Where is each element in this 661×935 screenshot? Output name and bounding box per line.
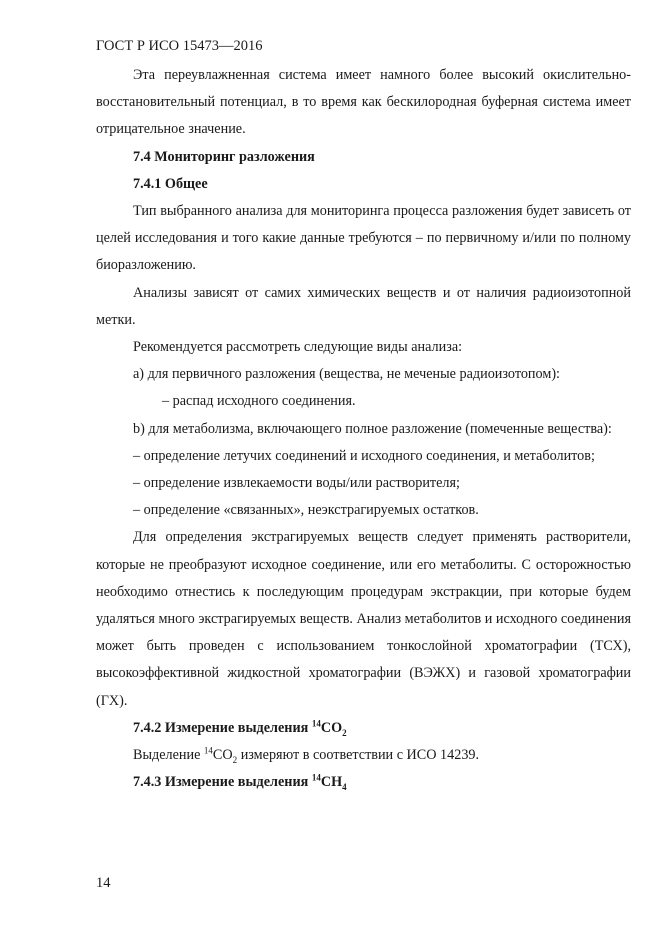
subsection-heading (96, 769, 631, 796)
paragraph: Для определения экстрагируемых веществ следует применять растворители, которые не преобразуют исходное соединение, или его метаболиты. С осторожностью необходимо отнестись к последующим процедурам экстракции, при которые будем удаляться много экстрагируемых веществ. Анализ метаболитов и исходного соединения может быть проведен с использованием тонкослойной хроматографии (ТСХ), высокоэффективной жидкостной хроматографии (ВЭЖХ) и газовой хроматографии (ГХ). (96, 529, 631, 709)
section-heading: 7.4 Мониторинг разложения (133, 148, 315, 165)
formula-subscript: 2 (342, 727, 347, 738)
document-body (96, 62, 631, 796)
list-item: – определение «связанных», неэкстрагируемых остатков. (133, 502, 479, 519)
formula-subscript: 4 (342, 782, 347, 793)
list-item: – определение извлекаемости воды/или растворителя; (133, 475, 460, 492)
paragraph: Тип выбранного анализа для мониторинга процесса разложения будет зависеть от целей исследования и того какие данные требуются – по первичному и/или по полному биоразложению. (96, 203, 631, 274)
heading-text: 7.4.3 Измерение выделения (133, 774, 312, 791)
formula-base: CO (320, 719, 343, 736)
formula-base: CO (212, 747, 233, 764)
subsection-heading: 7.4.1 Общее (133, 175, 208, 192)
heading-text: 7.4.2 Измерение выделения (133, 719, 312, 736)
isotope-superscript: 14 (311, 718, 321, 729)
formula-subscript: 2 (232, 754, 238, 765)
paragraph (96, 742, 631, 769)
formula-base: CH (320, 774, 343, 791)
list-item: b) для метаболизма, включающего полное разложение (помеченные вещества): (133, 420, 612, 437)
document-header: ГОСТ Р ИСО 15473—2016 (96, 38, 263, 54)
paragraph-text: Выделение (133, 747, 204, 764)
subsection-heading (96, 715, 631, 742)
isotope-superscript: 14 (203, 745, 213, 756)
paragraph-text: измеряют в соответствии с ИСО 14239. (237, 747, 480, 764)
list-item: – распад исходного соединения. (162, 393, 356, 410)
paragraph: Анализы зависят от самих химических веществ и от наличия радиоизотопной метки. (96, 284, 631, 328)
list-item: а) для первичного разложения (вещества, не меченые радиоизотопом): (133, 366, 560, 383)
paragraph: Эта переувлажненная система имеет намного более высокий окислительно-восстановительный потенциал, в то время как бескилородная буферная система имеет отрицательное значение. (96, 67, 631, 138)
page-number: 14 (96, 875, 111, 891)
paragraph: Рекомендуется рассмотреть следующие виды анализа: (133, 339, 463, 356)
list-item: – определение летучих соединений и исходного соединения, и метаболитов; (133, 447, 595, 464)
isotope-superscript: 14 (311, 772, 321, 783)
